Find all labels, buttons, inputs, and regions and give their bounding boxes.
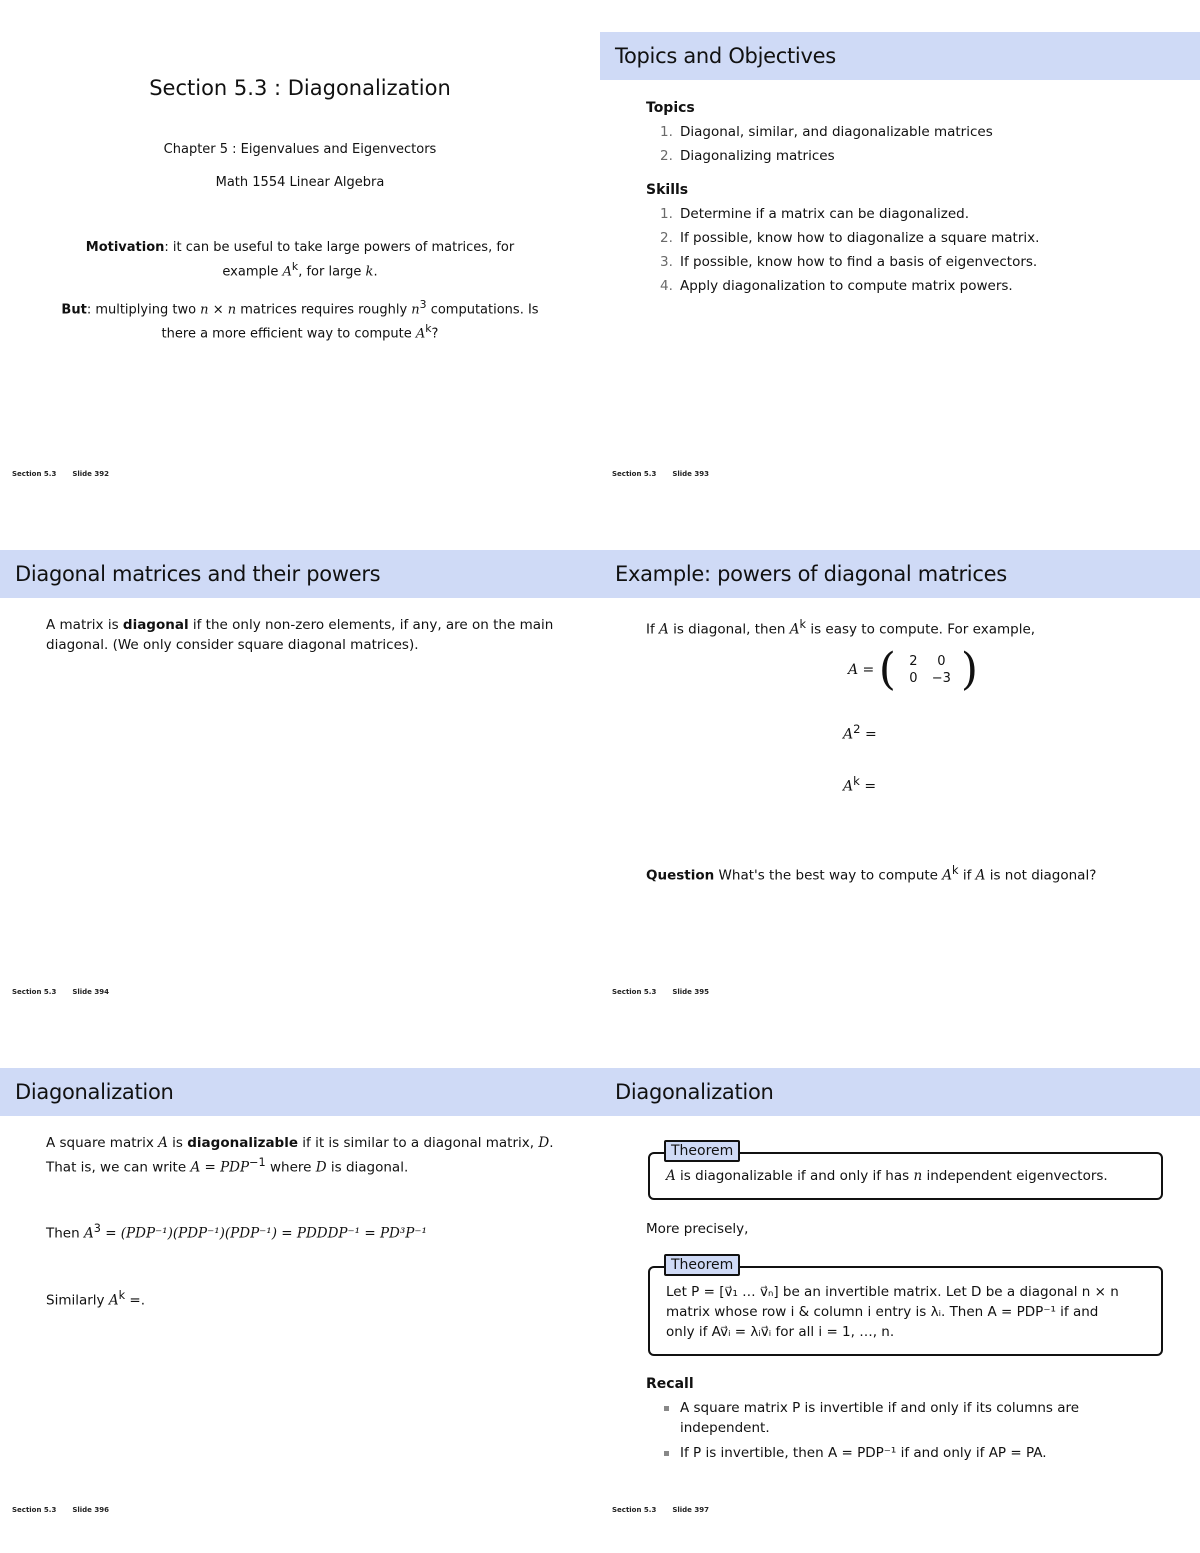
footer — [612, 988, 709, 996]
topics-list — [646, 122, 1156, 166]
skills-heading: Skills — [646, 182, 689, 198]
footer-section: Section 5.3 — [612, 988, 657, 996]
item-number: 1. — [660, 124, 673, 140]
def-text: A square matrix — [46, 1135, 154, 1151]
skills-list — [646, 204, 1156, 296]
but-n2: n — [227, 302, 237, 318]
theorem-tag-1: Theorem — [664, 1140, 740, 1162]
slide-395 — [600, 518, 1200, 1036]
right-paren: ) — [960, 644, 978, 695]
item-number: 1. — [660, 206, 673, 222]
footer — [12, 1506, 109, 1514]
slide-title: Topics and Objectives — [600, 32, 1200, 80]
slide-397 — [600, 1036, 1200, 1553]
definition-rest: if the only non-zero elements, if any, are on the main diagonal. (We only consider square diagonal matrices). — [46, 617, 554, 653]
def-is: is — [172, 1135, 183, 1151]
but-times: × — [212, 302, 224, 318]
matrix-cell: −3 — [931, 671, 951, 686]
question-A2: A — [975, 867, 986, 884]
then-A: A — [83, 1225, 94, 1242]
list-item — [646, 146, 1156, 166]
footer-slide-number: Slide 392 — [72, 470, 109, 478]
theorem-box-2 — [648, 1266, 1163, 1356]
but-exp: 3 — [419, 298, 427, 311]
def-A: A — [158, 1135, 168, 1151]
definition-text: A matrix is — [46, 617, 119, 633]
similarly-equation: =. — [129, 1292, 146, 1309]
recall-section — [646, 1374, 1156, 1468]
def-D: D — [538, 1135, 550, 1151]
but-mid2: computations. Is there a more efficient way to compute — [161, 302, 539, 342]
matrix-lhs: A = — [848, 662, 875, 678]
objectives-content — [646, 98, 1156, 310]
def-end: is diagonal. — [330, 1159, 409, 1176]
intro-text: If — [646, 621, 655, 638]
def-equation: A = PDP — [190, 1159, 250, 1176]
a2-lhs: A — [843, 726, 854, 743]
slide-title: Diagonalization — [0, 1068, 600, 1116]
footer — [12, 988, 109, 996]
theorem1-A: A — [666, 1168, 676, 1184]
motivation-label: Motivation — [85, 240, 165, 255]
def-term: diagonalizable — [187, 1135, 298, 1151]
motivation-math: A — [282, 264, 292, 280]
footer-section: Section 5.3 — [12, 470, 57, 478]
item-number: 4. — [660, 278, 673, 294]
theorem2-line: Let P = [v⃗₁ … v⃗ₙ] be an invertible matrix. Let D be a diagonal n × n — [666, 1284, 1119, 1300]
slide-title: Diagonalization — [600, 1068, 1200, 1116]
example-intro — [646, 615, 1156, 640]
footer — [12, 470, 109, 478]
footer — [612, 1506, 709, 1514]
similarly-line — [46, 1286, 556, 1311]
theorem-tag-2: Theorem — [664, 1254, 740, 1276]
list-item: A square matrix P is invertible if and only if its columns are independent. — [646, 1398, 1156, 1438]
matrix-equation — [848, 644, 978, 695]
left-paren: ( — [878, 644, 896, 695]
motivation-text: : it can be useful to take large powers of matrices, for example — [164, 240, 515, 280]
intro-k: k — [799, 618, 807, 631]
list-item — [646, 252, 1156, 272]
recall-list — [646, 1398, 1156, 1463]
theorem1-text-2: independent eigenvectors. — [926, 1168, 1108, 1184]
but-text: : multiplying two — [86, 302, 197, 318]
definition-term: diagonal — [122, 617, 189, 633]
a2-exp: 2 — [853, 722, 861, 736]
motivation-k: k — [365, 264, 374, 280]
a2-equals: = — [865, 726, 877, 743]
item-text: Determine if a matrix can be diagonalized. — [680, 206, 970, 222]
similarly-exp: k — [118, 1289, 126, 1302]
item-text: If possible, know how to find a basis of eigenvectors. — [680, 254, 1038, 270]
footer-slide-number: Slide 393 — [672, 470, 709, 478]
footer-slide-number: Slide 397 — [672, 1506, 709, 1514]
motivation-paragraph — [56, 238, 544, 281]
course-line: Math 1554 Linear Algebra — [215, 175, 385, 190]
list-item — [646, 204, 1156, 224]
similarly-A: A — [108, 1292, 119, 1309]
matrix-grid — [900, 654, 956, 686]
slide-title: Example: powers of diagonal matrices — [600, 550, 1200, 598]
cover-title: Section 5.3 : Diagonalization — [149, 76, 451, 100]
then-exp: 3 — [93, 1222, 101, 1235]
more-precisely: More precisely, — [646, 1221, 749, 1237]
but-A: A — [415, 326, 426, 342]
footer-slide-number: Slide 394 — [72, 988, 109, 996]
footer-section: Section 5.3 — [12, 1506, 57, 1514]
slide-396 — [0, 1036, 600, 1553]
ak-lhs: A — [843, 778, 854, 795]
motivation-tail: , for large — [298, 264, 362, 280]
footer-slide-number: Slide 396 — [72, 1506, 109, 1514]
ak-equation — [843, 774, 876, 795]
intro-text-2: is diagonal, then — [673, 621, 786, 638]
question-text: What's the best way to compute — [718, 867, 938, 884]
intro-text-3: is easy to compute. For example, — [810, 621, 1036, 638]
intro-A: A — [659, 621, 669, 638]
list-item — [646, 276, 1156, 296]
but-paragraph — [56, 295, 544, 344]
def-inverse: −1 — [249, 1156, 266, 1169]
motivation-exp: k — [291, 260, 299, 273]
recall-heading: Recall — [646, 1376, 694, 1392]
list-item: If P is invertible, then A = PDP⁻¹ if and only if AP = PA. — [646, 1443, 1156, 1463]
item-text: If possible, know how to diagonalize a square matrix. — [680, 230, 1040, 246]
question — [646, 861, 1176, 886]
similarly-label: Similarly — [46, 1292, 105, 1309]
slide-394 — [0, 518, 600, 1036]
footer-slide-number: Slide 395 — [672, 988, 709, 996]
topics-heading: Topics — [646, 100, 695, 116]
but-n3: n — [411, 302, 420, 318]
item-text: Apply diagonalization to compute matrix powers. — [680, 278, 1013, 294]
list-item — [646, 122, 1156, 142]
ak-equals: = — [864, 778, 877, 795]
question-k: k — [952, 864, 959, 877]
question-text-2: if — [962, 867, 972, 884]
motivation-end: . — [373, 264, 378, 280]
but-mid: matrices requires roughly — [240, 302, 408, 318]
item-text: Diagonalizing matrices — [680, 148, 835, 164]
theorem1-n: n — [913, 1168, 923, 1184]
then-label: Then — [46, 1225, 80, 1242]
ak-exp: k — [853, 774, 860, 788]
slide-title: Diagonal matrices and their powers — [0, 550, 600, 598]
item-number: 3. — [660, 254, 673, 270]
def-text-2: if it is similar to a diagonal matrix, — [302, 1135, 535, 1151]
then-equation: = (PDP⁻¹)(PDP⁻¹)(PDP⁻¹) = PDDDP⁻¹ = PD³P⁻¹ — [105, 1225, 427, 1242]
but-A-exp: k — [425, 322, 432, 336]
intro-Ak: A — [789, 621, 800, 638]
footer — [612, 470, 709, 478]
list-item — [646, 228, 1156, 248]
matrix-cell: 0 — [909, 671, 918, 686]
a2-equation — [843, 722, 877, 743]
theorem1-text: is diagonalizable if and only if has — [680, 1168, 910, 1184]
theorem2-line: matrix whose row i & column i entry is λᵢ. Then A = PDP⁻¹ if and — [666, 1304, 1099, 1320]
item-number: 2. — [660, 148, 673, 164]
def-where: where — [269, 1159, 312, 1176]
question-A: A — [942, 867, 953, 884]
footer-section: Section 5.3 — [12, 988, 57, 996]
matrix-cell: 2 — [909, 654, 918, 669]
then-line — [46, 1219, 556, 1244]
but-end: ? — [431, 326, 439, 342]
matrix-cell: 0 — [937, 654, 946, 669]
but-n1: n — [200, 302, 209, 318]
theorem2-line: only if Av⃗ᵢ = λᵢv⃗ᵢ for all i = 1, …, n. — [666, 1324, 895, 1340]
diagonalizable-definition — [46, 1133, 556, 1178]
question-text-3: is not diagonal? — [989, 867, 1097, 884]
slide-393 — [600, 0, 1200, 518]
footer-section: Section 5.3 — [612, 1506, 657, 1514]
slide-392 — [0, 0, 600, 518]
def-D2: D — [315, 1159, 327, 1176]
question-label: Question — [646, 867, 715, 884]
but-label: But — [61, 302, 87, 318]
item-text: Diagonal, similar, and diagonalizable matrices — [680, 124, 993, 140]
item-number: 2. — [660, 230, 673, 246]
footer-section: Section 5.3 — [612, 470, 657, 478]
chapter-line: Chapter 5 : Eigenvalues and Eigenvectors — [163, 142, 437, 157]
def-text-3: . That is, we can write — [46, 1135, 554, 1176]
diagonal-definition — [46, 615, 556, 655]
